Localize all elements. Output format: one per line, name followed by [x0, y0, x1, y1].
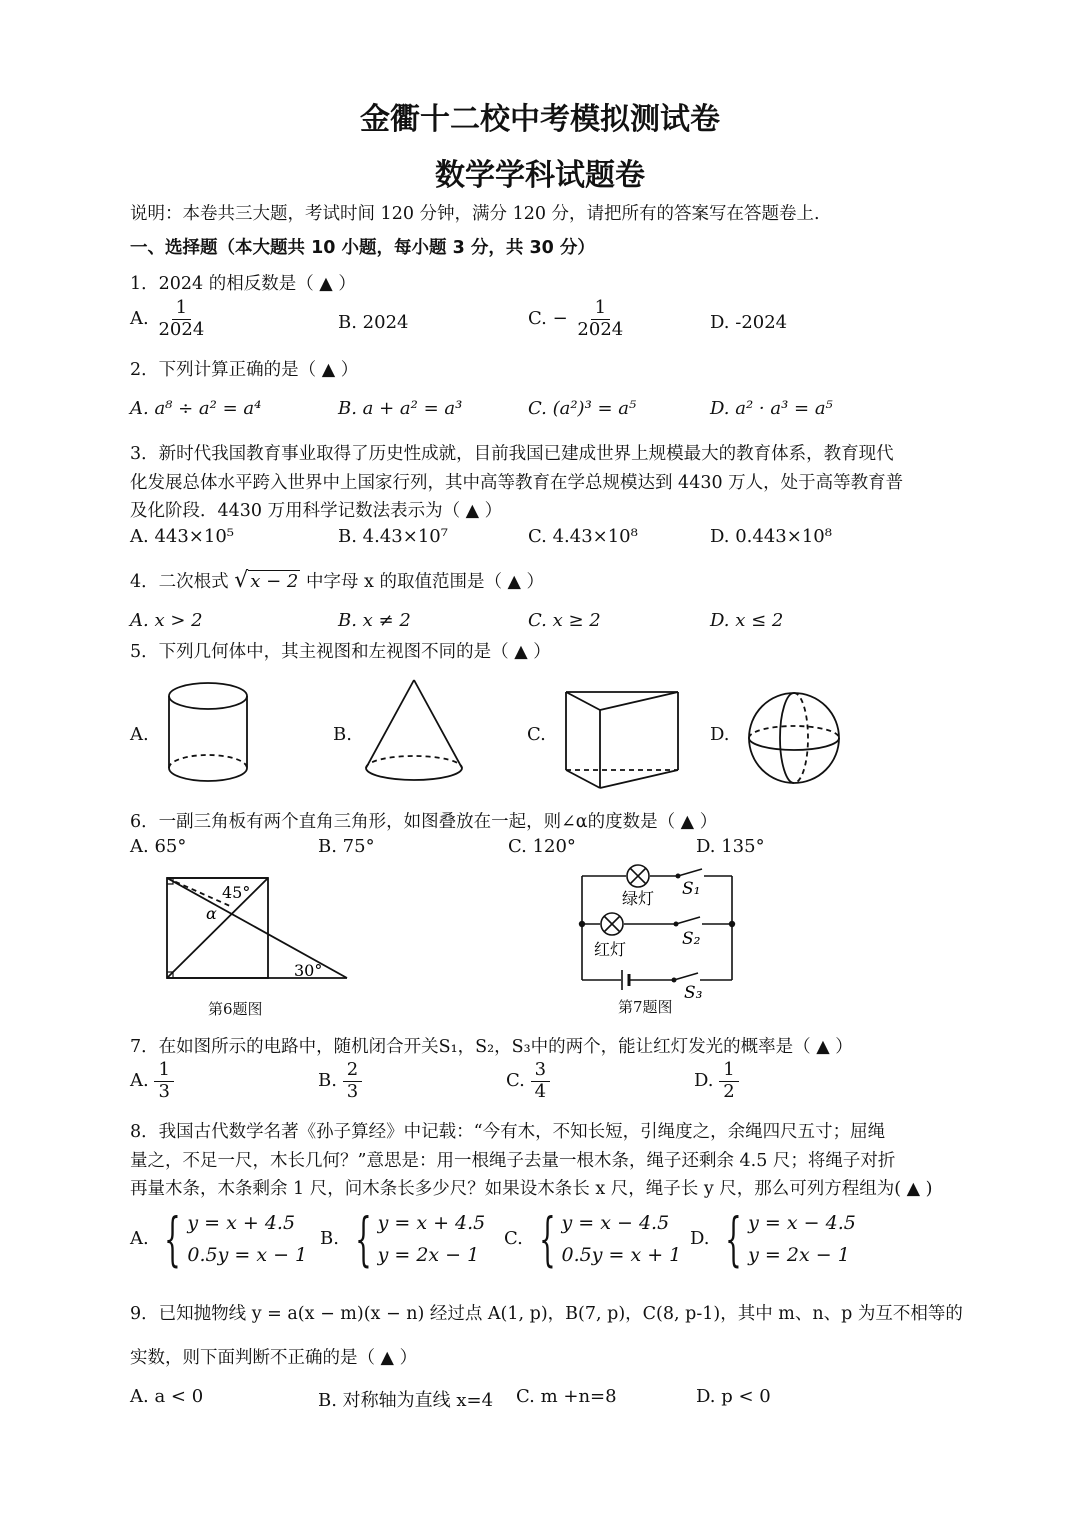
q4-option-d: D. x ≤ 2	[710, 610, 784, 631]
q8-c-label: C.	[504, 1228, 523, 1249]
q1-option-c	[528, 298, 627, 340]
q7-b-fraction	[343, 1060, 362, 1102]
q7-c-fraction	[531, 1060, 550, 1102]
q5-label-d: D.	[710, 724, 730, 745]
q2-option-d: D. a² · a³ = a⁵	[710, 398, 833, 419]
q3-option-d: D. 0.443×10⁸	[710, 526, 832, 547]
q7-b-den: 3	[346, 1080, 359, 1102]
q7-c-num: 3	[531, 1060, 550, 1082]
q8-a-eq2: 0.5y = x − 1	[187, 1244, 308, 1266]
red-lamp-label: 红灯	[594, 940, 627, 959]
q8-b-system	[345, 1207, 486, 1271]
q3-line1: 3．新时代我国教育事业取得了历史性成就，目前我国已建成世界上规模最大的教育体系，教育现代	[130, 444, 894, 464]
q7-c-label: C.	[506, 1070, 525, 1092]
q7-d-num: 1	[719, 1060, 738, 1082]
q7-option-c	[506, 1060, 550, 1102]
red-lamp-icon	[601, 913, 623, 935]
q1-a-den: 2024	[158, 318, 205, 340]
figure-7-caption: 第7题图	[618, 998, 673, 1016]
sphere-figure	[744, 688, 844, 788]
q3-option-a: A. 443×10⁵	[130, 526, 235, 547]
q1-c-den: 2024	[577, 318, 624, 340]
q6-option-d: D. 135°	[696, 836, 765, 857]
cylinder-figure	[160, 676, 260, 788]
q9-option-b: B. 对称轴为直线 x=4	[318, 1390, 494, 1411]
q9-option-d: D. p < 0	[696, 1386, 771, 1407]
q3-line3: 及化阶段．4430 万用科学记数法表示为（ ▲ ）	[130, 501, 503, 521]
q8-option-a	[130, 1207, 307, 1271]
q2-option-b: B. a + a² = a³	[338, 398, 463, 419]
figure-7-circuit	[574, 860, 742, 1003]
q9-line2: 实数，则下面判断不正确的是（ ▲ ）	[130, 1348, 418, 1368]
angle-45-label: 45°	[222, 883, 251, 902]
q1-option-a	[130, 298, 208, 340]
q7-option-a	[130, 1060, 174, 1102]
q5-label-a: A.	[130, 724, 149, 745]
q7-d-den: 2	[723, 1080, 735, 1102]
figure-6-triangles	[160, 870, 360, 986]
q7-a-den: 3	[158, 1080, 170, 1102]
q8-d-label: D.	[690, 1228, 710, 1249]
q5-stem: 5．下列几何体中，其主视图和左视图不同的是（ ▲ ）	[130, 642, 551, 662]
q1-a-num: 1	[172, 298, 191, 320]
q7-a-fraction	[154, 1060, 173, 1102]
q3-line2: 化发展总体水平跨入世界中上国家行列，其中高等教育在学总规模达到 4430 万人，处于高等教育普	[130, 473, 904, 493]
q1-a-fraction	[154, 298, 208, 340]
figure-6-caption: 第6题图	[208, 1000, 263, 1018]
q7-c-den: 4	[534, 1080, 547, 1102]
q4-option-c: C. x ≥ 2	[528, 610, 601, 631]
q7-stem: 7．在如图所示的电路中，随机闭合开关S₁，S₂，S₃中的两个，能让红灯发光的概率是（ ▲ ）	[130, 1037, 853, 1057]
q8-d-eq1: y = x − 4.5	[748, 1212, 856, 1234]
q4-radicand: x − 2	[250, 571, 299, 592]
q7-d-fraction	[719, 1060, 738, 1102]
q8-d-eq2: y = 2x − 1	[748, 1244, 850, 1266]
q7-b-label: B.	[318, 1070, 337, 1092]
instructions: 说明：本卷共三大题，考试时间 120 分钟，满分 120 分，请把所有的答案写在答题卷上.	[130, 204, 820, 224]
q2-stem: 2．下列计算正确的是（ ▲ ）	[130, 360, 359, 380]
q8-a-eq1: y = x + 4.5	[187, 1212, 296, 1234]
q4-stem-pre: 4．二次根式	[130, 572, 229, 592]
q8-line3: 再量木条，木条剩余 1 尺，问木条长多少尺？如果设木条长 x 尺，绳子长 y 尺，那么可列方程组为( ▲ )	[130, 1179, 933, 1199]
q4-stem-post: 中字母 x 的取值范围是（ ▲ ）	[305, 572, 545, 592]
q1-stem: 1．2024 的相反数是（ ▲ ）	[130, 274, 356, 294]
q8-line1: 8．我国古代数学名著《孙子算经》中记载：“今有木，不知长短，引绳度之，余绳四尺五寸；屈绳	[130, 1122, 886, 1142]
q1-c-sign: −	[552, 308, 568, 330]
q7-a-label: A.	[130, 1070, 149, 1092]
q9-option-c: C. m +n=8	[516, 1386, 617, 1407]
q8-c-eq1: y = x − 4.5	[561, 1212, 670, 1234]
q6-option-b: B. 75°	[318, 836, 375, 857]
q2-option-a: A. a⁸ ÷ a² = a⁴	[130, 398, 262, 419]
q1-a-label: A.	[130, 308, 149, 330]
q7-d-label: D.	[694, 1070, 714, 1092]
page-subtitle: 数学学科试题卷	[435, 158, 645, 193]
q6-option-a: A. 65°	[130, 836, 187, 857]
q8-c-system	[529, 1207, 682, 1271]
q8-a-label: A.	[130, 1228, 149, 1249]
switch-s1-label: S₁	[682, 879, 701, 899]
q4-option-a: A. x > 2	[130, 610, 203, 631]
q4-stem	[130, 568, 544, 593]
q4-option-b: B. x ≠ 2	[338, 610, 411, 631]
brace-icon: {	[164, 1205, 182, 1273]
triangular-prism-figure	[558, 684, 690, 794]
q6-stem: 6．一副三角板有两个直角三角形，如图叠放在一起，则∠α的度数是（ ▲ ）	[130, 812, 718, 832]
battery-icon	[622, 970, 629, 990]
switch-s2-label: S₂	[682, 929, 701, 949]
q1-option-b: B. 2024	[338, 312, 409, 333]
q8-d-system	[715, 1207, 856, 1271]
q9-option-a: A. a < 0	[130, 1386, 204, 1407]
q3-option-c: C. 4.43×10⁸	[528, 526, 638, 547]
angle-30-label: 30°	[294, 961, 323, 980]
q8-option-d	[690, 1207, 856, 1271]
q2-option-c: C. (a²)³ = a⁵	[528, 398, 637, 419]
q5-label-b: B.	[333, 724, 352, 745]
q8-option-b	[320, 1207, 485, 1271]
brace-icon: {	[725, 1205, 743, 1273]
q3-option-b: B. 4.43×10⁷	[338, 526, 448, 547]
q9-line1: 9．已知抛物线 y = a(x − m)(x − n) 经过点 A(1, p)，B(7, p)，C(8, p-1)，其中 m、n、p 为互不相等的	[130, 1304, 963, 1324]
green-lamp-icon	[627, 865, 649, 887]
q1-c-label: C.	[528, 308, 547, 330]
q1-c-fraction	[573, 298, 627, 340]
page-title: 金衢十二校中考模拟测试卷	[360, 102, 720, 137]
green-lamp-label: 绿灯	[622, 889, 655, 908]
q7-option-d	[694, 1060, 739, 1102]
q5-label-c: C.	[527, 724, 546, 745]
q8-b-label: B.	[320, 1228, 339, 1249]
q6-option-c: C. 120°	[508, 836, 576, 857]
q8-b-eq2: y = 2x − 1	[377, 1244, 480, 1266]
q1-option-d: D. -2024	[710, 312, 788, 333]
brace-icon: {	[538, 1205, 556, 1273]
section-heading: 一、选择题（本大题共 10 小题，每小题 3 分，共 30 分）	[130, 238, 595, 258]
q8-c-eq2: 0.5y = x + 1	[561, 1244, 682, 1266]
q8-option-c	[504, 1207, 681, 1271]
alpha-label: α	[206, 904, 217, 923]
brace-icon: {	[354, 1205, 372, 1273]
cone-figure	[358, 676, 478, 788]
q8-b-eq1: y = x + 4.5	[377, 1212, 486, 1234]
q8-a-system	[154, 1207, 307, 1271]
q8-line2: 量之，不足一尺，木长几何？”意思是：用一根绳子去量一根木条，绳子还剩余 4.5 尺；将绳子对折	[130, 1151, 896, 1171]
radical-sign-icon: √	[234, 568, 249, 593]
switch-s3-label: S₃	[684, 983, 703, 1003]
q7-a-num: 1	[154, 1060, 173, 1082]
q7-option-b	[318, 1060, 362, 1102]
q7-b-num: 2	[343, 1060, 362, 1082]
q1-c-num: 1	[591, 298, 610, 320]
